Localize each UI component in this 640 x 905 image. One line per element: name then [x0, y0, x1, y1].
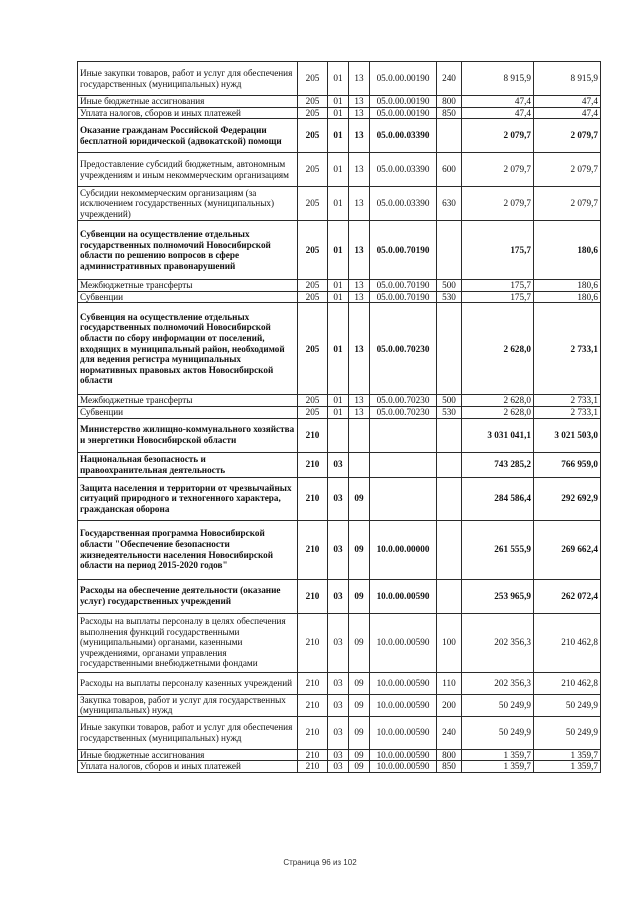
- ministry-code: 210: [298, 579, 328, 613]
- section-code: 01: [328, 406, 349, 418]
- budget-line-name: Субвенция на осуществление отдельных государственных полномочий Новосибирской области по сбору информации от поселений, входящих в муниципальный район, необходимой для ведения регистра муниципальных нормативных правовых актов Новосибирской области: [78, 303, 298, 395]
- table-row: [78, 406, 601, 418]
- target-article-code: 05.0.00.03390: [370, 187, 437, 221]
- expense-type-code: 850: [437, 761, 462, 773]
- subsection-code: 13: [349, 153, 370, 187]
- target-article-code: 10.0.00.00590: [370, 716, 437, 749]
- budget-line-name: Субвенции: [78, 291, 298, 303]
- target-article-code: 10.0.00.00590: [370, 761, 437, 773]
- expense-type-code: [437, 303, 462, 395]
- section-code: 03: [328, 694, 349, 716]
- table-row: [78, 107, 601, 119]
- budget-line-name: Оказание гражданам Российской Федерации бесплатной юридической (адвокатской) помощи: [78, 119, 298, 153]
- table-row: [78, 221, 601, 280]
- expense-type-code: 100: [437, 613, 462, 672]
- amount-year-1: 2 628,0: [462, 406, 534, 418]
- budget-table: [77, 61, 601, 773]
- amount-year-2: 2 733,1: [534, 395, 601, 407]
- target-article-code: 05.0.00.03390: [370, 119, 437, 153]
- target-article-code: 05.0.00.03390: [370, 153, 437, 187]
- target-article-code: [370, 452, 437, 477]
- target-article-code: 05.0.00.00190: [370, 96, 437, 108]
- amount-year-2: 766 959,0: [534, 452, 601, 477]
- expense-type-code: 800: [437, 749, 462, 761]
- budget-line-name: Расходы на обеспечение деятельности (оказание услуг) государственных учреждений: [78, 579, 298, 613]
- ministry-code: 210: [298, 749, 328, 761]
- target-article-code: 05.0.00.70230: [370, 406, 437, 418]
- subsection-code: 09: [349, 716, 370, 749]
- amount-year-2: 210 462,8: [534, 672, 601, 694]
- amount-year-1: 2 079,7: [462, 187, 534, 221]
- section-code: 01: [328, 107, 349, 119]
- subsection-code: 13: [349, 119, 370, 153]
- table-row: [78, 477, 601, 520]
- amount-year-1: 175,7: [462, 221, 534, 280]
- table-row: [78, 418, 601, 452]
- ministry-code: 210: [298, 761, 328, 773]
- amount-year-2: 262 072,4: [534, 579, 601, 613]
- subsection-code: 09: [349, 613, 370, 672]
- ministry-code: 205: [298, 395, 328, 407]
- table-row: [78, 761, 601, 773]
- section-code: 03: [328, 452, 349, 477]
- expense-type-code: [437, 579, 462, 613]
- amount-year-1: 284 586,4: [462, 477, 534, 520]
- subsection-code: 13: [349, 107, 370, 119]
- section-code: 01: [328, 280, 349, 292]
- budget-line-name: Предоставление субсидий бюджетным, автономным учреждениям и иным некоммерческим организациям: [78, 153, 298, 187]
- subsection-code: 09: [349, 694, 370, 716]
- subsection-code: 09: [349, 477, 370, 520]
- subsection-code: [349, 418, 370, 452]
- amount-year-2: 3 021 503,0: [534, 418, 601, 452]
- section-code: 03: [328, 672, 349, 694]
- table-row: [78, 96, 601, 108]
- budget-line-name: Уплата налогов, сборов и иных платежей: [78, 761, 298, 773]
- ministry-code: 210: [298, 477, 328, 520]
- table-row: [78, 672, 601, 694]
- target-article-code: [370, 477, 437, 520]
- page-number: Страница 96 из 102: [283, 858, 357, 867]
- table-row: [78, 62, 601, 96]
- target-article-code: 05.0.00.70190: [370, 291, 437, 303]
- amount-year-2: 50 249,9: [534, 694, 601, 716]
- amount-year-2: 180,6: [534, 280, 601, 292]
- subsection-code: 13: [349, 96, 370, 108]
- expense-type-code: [437, 119, 462, 153]
- section-code: 03: [328, 520, 349, 579]
- table-row: [78, 303, 601, 395]
- target-article-code: 05.0.00.70190: [370, 280, 437, 292]
- amount-year-1: 202 356,3: [462, 672, 534, 694]
- section-code: 03: [328, 749, 349, 761]
- table-row: [78, 280, 601, 292]
- table-row: [78, 119, 601, 153]
- amount-year-2: 2 733,1: [534, 303, 601, 395]
- ministry-code: 210: [298, 716, 328, 749]
- amount-year-2: 2 079,7: [534, 187, 601, 221]
- amount-year-2: 292 692,9: [534, 477, 601, 520]
- ministry-code: 205: [298, 62, 328, 96]
- section-code: 01: [328, 395, 349, 407]
- section-code: 01: [328, 221, 349, 280]
- budget-line-name: Расходы на выплаты персоналу в целях обеспечения выполнения функций государственными (муниципальными) органами, казенными учреждениями, органами управления государственными внебюджетными фондами: [78, 613, 298, 672]
- budget-line-name: Субвенции на осуществление отдельных государственных полномочий Новосибирской области по решению вопросов в сфере административных правонарушений: [78, 221, 298, 280]
- subsection-code: 09: [349, 672, 370, 694]
- subsection-code: 09: [349, 749, 370, 761]
- ministry-code: 210: [298, 613, 328, 672]
- subsection-code: 13: [349, 221, 370, 280]
- section-code: [328, 418, 349, 452]
- target-article-code: 10.0.00.00590: [370, 613, 437, 672]
- amount-year-2: 47,4: [534, 107, 601, 119]
- amount-year-2: 210 462,8: [534, 613, 601, 672]
- amount-year-2: 1 359,7: [534, 749, 601, 761]
- expense-type-code: [437, 221, 462, 280]
- table-row: [78, 613, 601, 672]
- budget-line-name: Иные бюджетные ассигнования: [78, 749, 298, 761]
- table-row: [78, 716, 601, 749]
- target-article-code: 05.0.00.70230: [370, 303, 437, 395]
- target-article-code: 05.0.00.70190: [370, 221, 437, 280]
- amount-year-1: 743 285,2: [462, 452, 534, 477]
- table-row: [78, 291, 601, 303]
- amount-year-1: 50 249,9: [462, 716, 534, 749]
- section-code: 03: [328, 579, 349, 613]
- expense-type-code: [437, 477, 462, 520]
- subsection-code: 13: [349, 187, 370, 221]
- expense-type-code: 530: [437, 291, 462, 303]
- budget-line-name: Защита населения и территории от чрезвычайных ситуаций природного и техногенного характера, гражданская оборона: [78, 477, 298, 520]
- table-row: [78, 395, 601, 407]
- ministry-code: 210: [298, 672, 328, 694]
- expense-type-code: 800: [437, 96, 462, 108]
- section-code: 03: [328, 716, 349, 749]
- subsection-code: 09: [349, 579, 370, 613]
- amount-year-1: 253 965,9: [462, 579, 534, 613]
- amount-year-2: 2 733,1: [534, 406, 601, 418]
- subsection-code: 13: [349, 291, 370, 303]
- amount-year-1: 2 628,0: [462, 303, 534, 395]
- section-code: 03: [328, 761, 349, 773]
- subsection-code: 13: [349, 303, 370, 395]
- amount-year-2: 180,6: [534, 291, 601, 303]
- ministry-code: 210: [298, 452, 328, 477]
- expense-type-code: [437, 452, 462, 477]
- table-row: [78, 579, 601, 613]
- target-article-code: 10.0.00.00590: [370, 672, 437, 694]
- amount-year-2: 180,6: [534, 221, 601, 280]
- amount-year-1: 2 079,7: [462, 153, 534, 187]
- subsection-code: [349, 452, 370, 477]
- budget-table-page: [77, 61, 601, 773]
- ministry-code: 205: [298, 187, 328, 221]
- section-code: 01: [328, 187, 349, 221]
- expense-type-code: [437, 418, 462, 452]
- target-article-code: 10.0.00.00590: [370, 694, 437, 716]
- subsection-code: 09: [349, 520, 370, 579]
- amount-year-1: 2 628,0: [462, 395, 534, 407]
- amount-year-1: 50 249,9: [462, 694, 534, 716]
- expense-type-code: 630: [437, 187, 462, 221]
- budget-line-name: Субвенции: [78, 406, 298, 418]
- budget-line-name: Иные закупки товаров, работ и услуг для обеспечения государственных (муниципальных) нужд: [78, 716, 298, 749]
- budget-line-name: Субсидии некоммерческим организациям (за исключением государственных (муниципальных) учреждений): [78, 187, 298, 221]
- amount-year-1: 47,4: [462, 107, 534, 119]
- budget-line-name: Расходы на выплаты персоналу казенных учреждений: [78, 672, 298, 694]
- table-row: [78, 520, 601, 579]
- target-article-code: 05.0.00.70230: [370, 395, 437, 407]
- section-code: 03: [328, 613, 349, 672]
- amount-year-2: 50 249,9: [534, 716, 601, 749]
- expense-type-code: 850: [437, 107, 462, 119]
- expense-type-code: 240: [437, 62, 462, 96]
- budget-line-name: Межбюджетные трансферты: [78, 280, 298, 292]
- ministry-code: 210: [298, 418, 328, 452]
- budget-line-name: Государственная программа Новосибирской области "Обеспечение безопасности жизнедеятельности населения Новосибирской области на период 2015-2020 годов": [78, 520, 298, 579]
- section-code: 01: [328, 303, 349, 395]
- ministry-code: 205: [298, 221, 328, 280]
- table-row: [78, 452, 601, 477]
- amount-year-1: 3 031 041,1: [462, 418, 534, 452]
- expense-type-code: [437, 520, 462, 579]
- ministry-code: 205: [298, 406, 328, 418]
- budget-line-name: Межбюджетные трансферты: [78, 395, 298, 407]
- amount-year-2: 8 915,9: [534, 62, 601, 96]
- ministry-code: 205: [298, 303, 328, 395]
- expense-type-code: 110: [437, 672, 462, 694]
- target-article-code: 10.0.00.00590: [370, 579, 437, 613]
- target-article-code: 05.0.00.00190: [370, 107, 437, 119]
- subsection-code: 13: [349, 395, 370, 407]
- section-code: 01: [328, 62, 349, 96]
- amount-year-1: 175,7: [462, 280, 534, 292]
- budget-line-name: Национальная безопасность и правоохранительная деятельность: [78, 452, 298, 477]
- table-row: [78, 749, 601, 761]
- subsection-code: 13: [349, 406, 370, 418]
- table-row: [78, 187, 601, 221]
- expense-type-code: 500: [437, 395, 462, 407]
- expense-type-code: 240: [437, 716, 462, 749]
- amount-year-1: 261 555,9: [462, 520, 534, 579]
- ministry-code: 205: [298, 280, 328, 292]
- amount-year-2: 1 359,7: [534, 761, 601, 773]
- ministry-code: 205: [298, 291, 328, 303]
- amount-year-2: 2 079,7: [534, 153, 601, 187]
- expense-type-code: 530: [437, 406, 462, 418]
- ministry-code: 205: [298, 153, 328, 187]
- ministry-code: 205: [298, 119, 328, 153]
- target-article-code: 10.0.00.00000: [370, 520, 437, 579]
- amount-year-1: 1 359,7: [462, 761, 534, 773]
- expense-type-code: 200: [437, 694, 462, 716]
- budget-table-body: [78, 62, 601, 773]
- target-article-code: 10.0.00.00590: [370, 749, 437, 761]
- amount-year-2: 47,4: [534, 96, 601, 108]
- budget-line-name: Министерство жилищно-коммунального хозяйства и энергетики Новосибирской области: [78, 418, 298, 452]
- amount-year-1: 202 356,3: [462, 613, 534, 672]
- subsection-code: 09: [349, 761, 370, 773]
- expense-type-code: 500: [437, 280, 462, 292]
- amount-year-1: 1 359,7: [462, 749, 534, 761]
- section-code: 01: [328, 96, 349, 108]
- section-code: 03: [328, 477, 349, 520]
- budget-line-name: Уплата налогов, сборов и иных платежей: [78, 107, 298, 119]
- table-row: [78, 153, 601, 187]
- target-article-code: [370, 418, 437, 452]
- ministry-code: 210: [298, 694, 328, 716]
- amount-year-1: 175,7: [462, 291, 534, 303]
- budget-line-name: Иные закупки товаров, работ и услуг для обеспечения государственных (муниципальных) нужд: [78, 62, 298, 96]
- subsection-code: 13: [349, 280, 370, 292]
- amount-year-1: 2 079,7: [462, 119, 534, 153]
- amount-year-1: 8 915,9: [462, 62, 534, 96]
- ministry-code: 210: [298, 520, 328, 579]
- amount-year-2: 2 079,7: [534, 119, 601, 153]
- section-code: 01: [328, 119, 349, 153]
- ministry-code: 205: [298, 107, 328, 119]
- budget-line-name: Закупка товаров, работ и услуг для государственных (муниципальных) нужд: [78, 694, 298, 716]
- section-code: 01: [328, 153, 349, 187]
- budget-line-name: Иные бюджетные ассигнования: [78, 96, 298, 108]
- section-code: 01: [328, 291, 349, 303]
- table-row: [78, 694, 601, 716]
- amount-year-2: 269 662,4: [534, 520, 601, 579]
- target-article-code: 05.0.00.00190: [370, 62, 437, 96]
- amount-year-1: 47,4: [462, 96, 534, 108]
- subsection-code: 13: [349, 62, 370, 96]
- expense-type-code: 600: [437, 153, 462, 187]
- ministry-code: 205: [298, 96, 328, 108]
